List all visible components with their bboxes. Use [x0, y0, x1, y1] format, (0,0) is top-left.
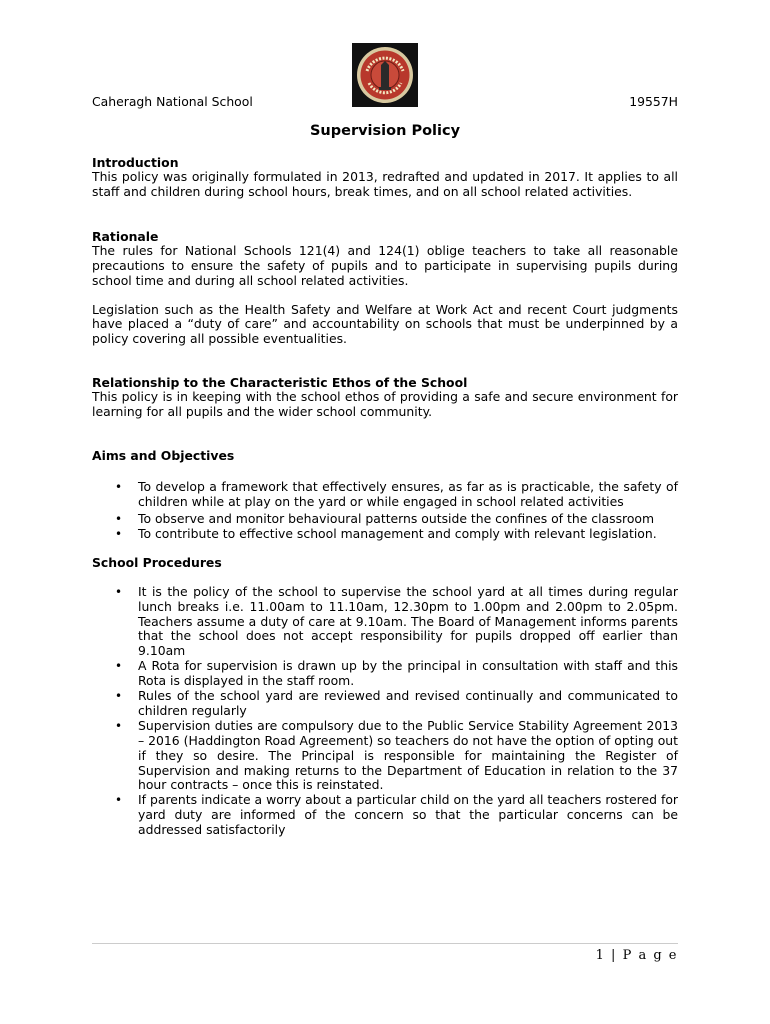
- school-crest-logo: [352, 43, 418, 107]
- section-heading-aims: Aims and Objectives: [92, 448, 235, 464]
- ethos-text: This policy is in keeping with the school ethos of providing a safe and secure environment for learning for all pupils and the wider school community.: [92, 389, 678, 420]
- section-heading-rationale: Rationale: [92, 228, 159, 244]
- section-heading-introduction: Introduction: [92, 155, 179, 170]
- list-item: [92, 480, 678, 510]
- bullet-icon: •: [115, 511, 123, 526]
- document-title: Supervision Policy: [309, 123, 461, 139]
- bullet-icon: •: [115, 718, 123, 733]
- list-item: [92, 527, 678, 542]
- procedures-item-text: If parents indicate a worry about a particular child on the yard all teachers rostered for yard duty are informed of the concern so that the particular concerns can be addressed satisfactorily: [138, 792, 678, 838]
- introduction-text: This policy was originally formulated in 2013, redrafted and updated in 2017. It applies to all staff and children during school hours, break times, and on all school related activities.: [92, 169, 678, 199]
- aims-list: [92, 480, 678, 542]
- footer-separator: |: [611, 948, 617, 963]
- aims-item-text: To observe and monitor behavioural patterns outside the confines of the classroom: [138, 510, 655, 526]
- bullet-icon: •: [115, 793, 123, 808]
- bullet-icon: •: [115, 584, 123, 599]
- bullet-icon: •: [115, 526, 123, 541]
- list-item: [92, 585, 678, 660]
- rationale-text-2: Legislation such as the Health Safety and Welfare at Work Act and recent Court judgments have placed a “duty of care” and accountability on schools that must be underpinned by a policy covering all possible eventualities.: [92, 301, 678, 347]
- roll-number: 19557H: [629, 94, 678, 109]
- document-body: [92, 155, 678, 838]
- list-item: [92, 793, 678, 838]
- page-number: 1: [595, 948, 606, 963]
- procedures-item-text: It is the policy of the school to supervise the school yard at all times during regular lunch breaks i.e. 11.00am to 11.10am, 12.30pm to 1.00pm and 2.00pm to 2.05pm. Teachers assume a duty of care at 9.10am. The Board of Management informs parents that the school does not accept responsibility for pupils dropped off earlier than 9.10am: [138, 583, 678, 659]
- bullet-icon: •: [115, 689, 123, 704]
- procedures-item-text: Supervision duties are compulsory due to the Public Service Stability Agreement 2013 – 2016 (Haddington Road Agreement) so teachers do not have the option of opting out if they so desire. The Principal is responsible for maintaining the Register of Supervision and making returns to the Department of Education in relation to the 37 hour contracts – once this is reinstated.: [138, 717, 678, 793]
- rationale-text-1: The rules for National Schools 121(4) and 124(1) oblige teachers to take all reasonable precautions to ensure the safety of pupils and to participate in supervising pupils during school time and during all school related activities.: [92, 242, 678, 288]
- list-item: [92, 512, 678, 527]
- page-footer: [596, 948, 678, 963]
- section-heading-ethos: Relationship to the Characteristic Ethos of the School: [92, 375, 468, 391]
- aims-item-text: To develop a framework that effectively ensures, as far as is practicable, the safety of children while at play on the yard or while engaged in school related activities: [138, 479, 678, 509]
- page-label: P a g e: [622, 948, 678, 963]
- procedures-item-text: A Rota for supervision is drawn up by the principal in consultation with staff and this Rota is displayed in the staff room.: [138, 658, 678, 689]
- bullet-icon: •: [115, 480, 123, 495]
- section-heading-procedures: School Procedures: [92, 554, 222, 570]
- aims-item-text: To contribute to effective school management and comply with relevant legislation.: [138, 525, 657, 541]
- school-name: Caheragh National School: [92, 94, 253, 109]
- bullet-icon: •: [115, 659, 123, 674]
- procedures-list: [92, 585, 678, 838]
- list-item: [92, 719, 678, 794]
- procedures-item-text: Rules of the school yard are reviewed and revised continually and communicated to children regularly: [138, 688, 678, 718]
- list-item: [92, 689, 678, 719]
- list-item: [92, 659, 678, 689]
- footer-divider: [92, 943, 678, 944]
